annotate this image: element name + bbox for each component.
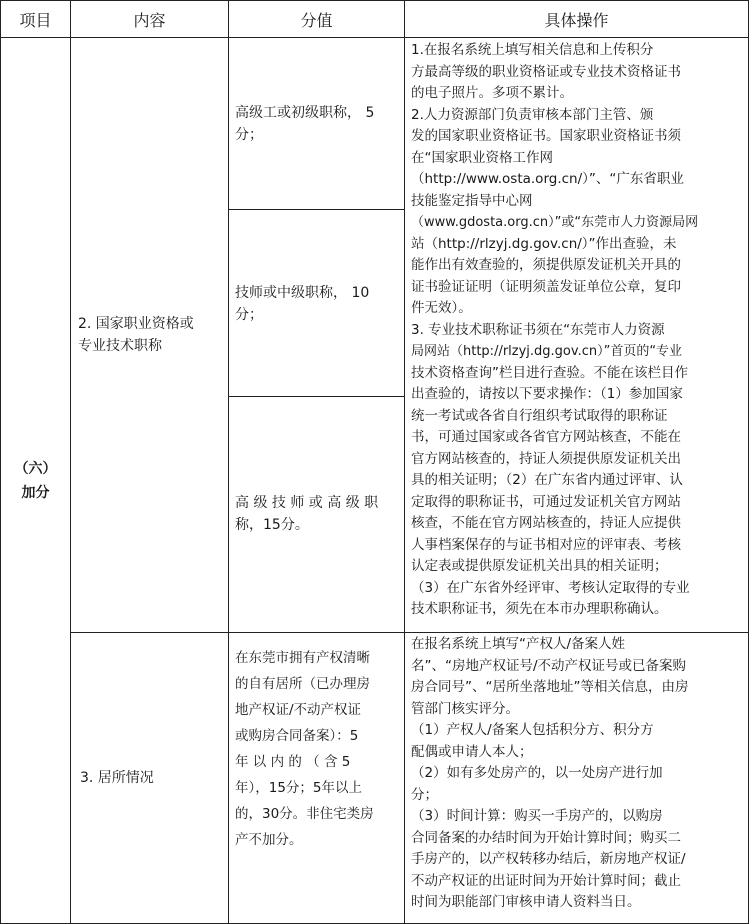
vocational-op-line: （3）在广东省外经评审、考核认定取得的专业 bbox=[411, 579, 690, 596]
residence-op-line: 管部门核实评分。 bbox=[411, 700, 519, 717]
vocational-op-line: 3. 专业技术职称证书须在“东莞市人力资源 bbox=[411, 321, 665, 338]
section-label bbox=[1, 38, 70, 923]
vocational-op-line: 人事档案保存的与证书相对应的评审表、考核 bbox=[411, 536, 681, 553]
score-intermediate-line: 技师或中级职称， 10 bbox=[235, 285, 370, 301]
vocational-op-line: 书，可通过国家或各省官方网站核查，不能在 bbox=[411, 429, 681, 445]
vocational-op-line: 具的相关证明；（2）在广东省内通过评审、认 bbox=[411, 472, 683, 488]
vocational-op-line: 件无效）。 bbox=[411, 300, 472, 316]
residence-content: 3. 居所情况 bbox=[80, 769, 154, 786]
vocational-op-line: 官方网站核查的，持证人须提供原发证机关出 bbox=[411, 450, 681, 467]
residence-score-line: 地产权证/不动产权证 bbox=[235, 702, 362, 718]
score-junior-line: 分； bbox=[235, 126, 263, 143]
vocational-op-line: 能作出有效查验的，须提供原发证机关开具的 bbox=[411, 257, 681, 273]
header-item: 项目 bbox=[19, 10, 52, 30]
score-senior bbox=[235, 492, 401, 535]
header-operation: 具体操作 bbox=[544, 10, 609, 30]
residence-op-line: 房合同号”、“居所坐落地址”等相关信息，由房 bbox=[411, 679, 689, 695]
vocational-content bbox=[78, 313, 226, 357]
residence-score-line: 或购房合同备案）：5 bbox=[235, 728, 359, 744]
residence-op-line: 在报名系统上填写“产权人/备案人姓 bbox=[411, 636, 626, 652]
col-divider-1 bbox=[70, 0, 71, 924]
score-senior-line: 称，15分。 bbox=[235, 516, 309, 533]
residence-op-line: 时间为职能部门审核申请人资料当日。 bbox=[411, 894, 641, 910]
col-divider-3 bbox=[404, 0, 405, 924]
residence-op-line: （1）产权人/备案人包括积分方、积分方 bbox=[411, 722, 654, 738]
residence-score-line: 的自有居所（已办理房 bbox=[235, 676, 370, 692]
vocational-op-line: 证书验证证明（证明须盖发证单位公章，复印 bbox=[411, 278, 681, 295]
residence-score-line: 在东莞市拥有产权清晰 bbox=[235, 650, 370, 666]
vocational-op-line: 出查验的，请按以下要求操作：（1）参加国家 bbox=[411, 386, 683, 402]
residence-op-line: （2）如有多处房产的，以一处房产进行加 bbox=[411, 765, 663, 781]
vocational-content-line: 2. 国家职业资格或 bbox=[78, 316, 194, 332]
vocational-op-line: 局网站（http://rlzyj.dg.gov.cn）”首页的“专业 bbox=[411, 344, 683, 359]
vocational-op-line: 站（http://rlzyj.dg.gov.cn/）”作出查验，未 bbox=[411, 235, 677, 252]
residence-score-line: 年 以 内 的 （ 含 5 bbox=[235, 754, 351, 770]
score-divider-2 bbox=[228, 396, 404, 397]
score-divider-1 bbox=[228, 209, 404, 210]
vocational-op-line: 的电子照片。多项不累计。 bbox=[411, 85, 573, 101]
residence-score-line: 年），15分；5年以上 bbox=[235, 780, 363, 796]
vocational-op-line: 统一考试或各省自行组织考试取得的职称证 bbox=[411, 407, 668, 424]
vocational-op-line: 核查，不能在官方网站核查的，持证人应提供 bbox=[411, 515, 681, 531]
vocational-op-line: （http://www.osta.org.cn/）”、“广东省职业 bbox=[411, 171, 684, 187]
header-score: 分值 bbox=[300, 10, 333, 30]
section-label-text: 加分 bbox=[21, 484, 50, 501]
vocational-op-line: 技能鉴定指导中心网 bbox=[411, 192, 533, 209]
score-intermediate bbox=[235, 282, 401, 325]
vocational-op-line: 认定表或提供原发证机关出具的相关证明； bbox=[411, 558, 668, 574]
score-senior-line: 高 级 技 师 或 高 级 职 bbox=[235, 495, 379, 511]
residence-op-line: 手房产的，以产权转移办结后，新房地产权证/ bbox=[411, 851, 686, 867]
residence-score-line: 的，30分。非住宅类房 bbox=[235, 806, 374, 822]
residence-op-line: 名”、“房地产权证号/不动产权证号或已备案购 bbox=[411, 657, 687, 674]
residence-operations bbox=[411, 634, 746, 914]
vocational-op-line: 方最高等级的职业资格证或专业技术资格证书 bbox=[411, 63, 681, 80]
residence-score-line: 产不加分。 bbox=[235, 832, 303, 848]
vocational-content-line: 专业技术职称 bbox=[78, 338, 162, 354]
section-label-number: （六） bbox=[14, 460, 57, 477]
vocational-op-line: 1.在报名系统上填写相关信息和上传积分 bbox=[411, 42, 654, 58]
col-divider-2 bbox=[228, 0, 229, 924]
score-intermediate-line: 分； bbox=[235, 306, 263, 323]
vocational-op-line: 发的国家职业资格证书。国家职业资格证书须 bbox=[411, 128, 681, 144]
residence-op-line: 配偶或申请人本人； bbox=[411, 743, 533, 760]
residence-op-line: 合同备案的办结时间为开始计算时间；购买二 bbox=[411, 829, 681, 846]
score-junior bbox=[235, 102, 401, 145]
vocational-op-line: 在“国家职业资格工作网 bbox=[411, 149, 553, 166]
residence-op-line: 不动产权证的出证时间为开始计算时间；截止 bbox=[411, 872, 681, 889]
vocational-op-line: 技术资格查询”栏目进行查验。不能在该栏目作 bbox=[411, 364, 688, 381]
vocational-op-line: 技术职称证书，须先在本市办理职称确认。 bbox=[411, 601, 668, 617]
vocational-operations bbox=[411, 40, 746, 621]
header-content: 内容 bbox=[133, 10, 166, 30]
residence-op-line: （3）时间计算：购买一手房产的，以购房 bbox=[411, 808, 663, 824]
vocational-op-line: 2.人力资源部门负责审核本部门主管、颁 bbox=[411, 106, 654, 123]
residence-score bbox=[235, 645, 401, 853]
score-junior-line: 高级工或初级职称， 5 bbox=[235, 105, 375, 121]
vocational-op-line: 定取得的职称证书，可通过发证机关官方网站 bbox=[411, 493, 681, 510]
residence-op-line: 分； bbox=[411, 786, 438, 803]
vocational-op-line: （www.gdosta.org.cn）”或“东莞市人力资源局网 bbox=[411, 215, 699, 230]
